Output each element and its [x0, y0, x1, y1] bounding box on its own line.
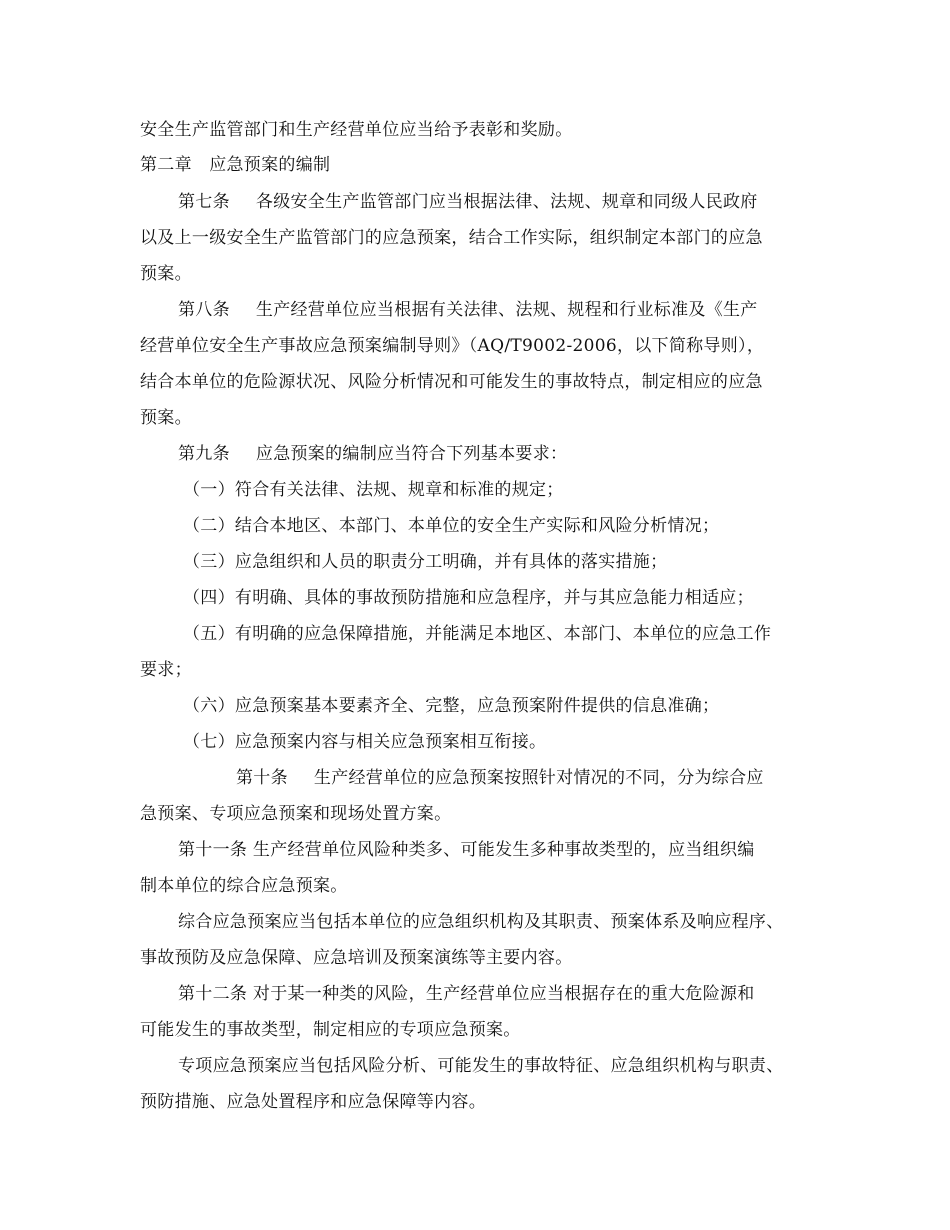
article-number: 第七条 [178, 192, 230, 212]
list-item: （三）应急组织和人员的职责分工明确，并有具体的落实措施； [183, 552, 668, 572]
text-line: 以及上一级安全生产监管部门的应急预案，结合工作实际，组织制定本部门的应急 [140, 228, 763, 248]
article-line: 第十一条 生产经营单位风险种类多、可能发生多种事故类型的，应当组织编 [178, 840, 755, 860]
text-line: 结合本单位的危险源状况、风险分析情况和可能发生的事故特点，制定相应的应急 [140, 372, 763, 392]
list-item: （七）应急预案内容与相关应急预案相互衔接。 [183, 732, 547, 752]
text-line: 急预案、专项应急预案和现场处置方案。 [140, 804, 452, 824]
text-line: 经营单位安全生产事故应急预案编制导则》（AQ/T9002-2006，以下简称导则）， [140, 336, 765, 356]
text-line: 可能发生的事故类型，制定相应的专项应急预案。 [140, 1020, 521, 1040]
text-line: 事故预防及应急保障、应急培训及预案演练等主要内容。 [140, 948, 573, 968]
article-line [236, 766, 764, 790]
list-item: （二）结合本地区、本部门、本单位的安全生产实际和风险分析情况； [183, 516, 720, 536]
article-text: 生产经营单位的应急预案按照针对情况的不同，分为综合应 [313, 768, 764, 788]
article-line [178, 298, 758, 322]
text-line: 预案。 [140, 408, 192, 428]
article-number: 第十条 [236, 768, 288, 788]
article-line: 第十二条 对于某一种类的风险，生产经营单位应当根据存在的重大危险源和 [178, 984, 755, 1004]
list-item: （一）符合有关法律、法规、规章和标准的规定； [183, 480, 564, 500]
paragraph-line: 综合应急预案应当包括本单位的应急组织机构及其职责、预案体系及响应程序、 [178, 912, 784, 932]
article-text: 生产经营单位应当根据有关法律、法规、规程和行业标准及《生产 [255, 300, 758, 320]
text-line: 预案。 [140, 264, 192, 284]
list-item: （四）有明确、具体的事故预防措施和应急程序，并与其应急能力相适应； [183, 588, 754, 608]
list-item: （六）应急预案基本要素齐全、完整，应急预案附件提供的信息准确； [183, 696, 720, 716]
article-text: 应急预案的编制应当符合下列基本要求： [255, 444, 568, 464]
article-line [178, 190, 758, 214]
text-line: 安全生产监管部门和生产经营单位应当给予表彰和奖励。 [140, 120, 573, 140]
article-line [178, 442, 567, 466]
text-line: 要求； [140, 660, 192, 680]
list-item: （五）有明确的应急保障措施，并能满足本地区、本部门、本单位的应急工作 [183, 624, 772, 644]
paragraph-line: 专项应急预案应当包括风险分析、可能发生的事故特征、应急组织机构与职责、 [178, 1056, 784, 1076]
text-line: 预防措施、应急处置程序和应急保障等内容。 [140, 1092, 486, 1112]
article-number: 第九条 [178, 444, 230, 464]
text-line: 制本单位的综合应急预案。 [140, 876, 348, 896]
article-text: 各级安全生产监管部门应当根据法律、法规、规章和同级人民政府 [255, 192, 758, 212]
article-number: 第八条 [178, 300, 230, 320]
chapter-heading: 第二章 应急预案的编制 [140, 155, 331, 175]
